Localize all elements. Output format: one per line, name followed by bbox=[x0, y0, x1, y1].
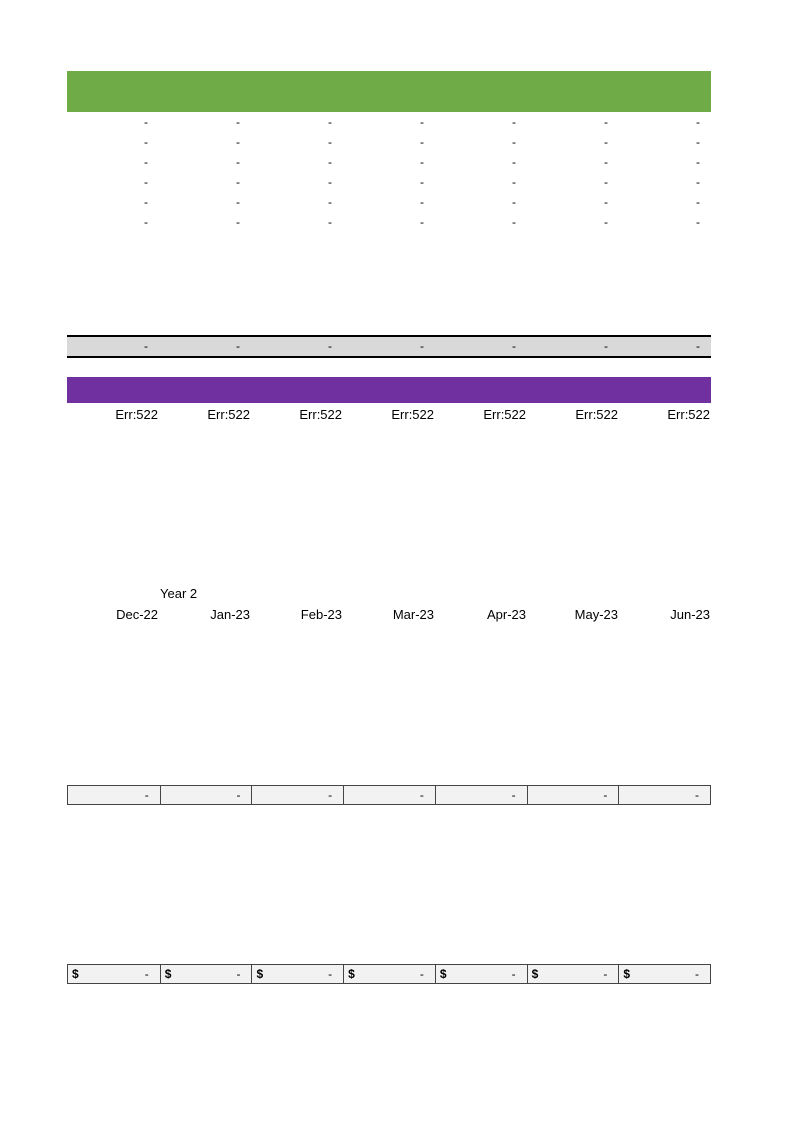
expense-cell: - bbox=[328, 115, 332, 129]
green-section-header bbox=[67, 71, 711, 112]
expense-cell: - bbox=[328, 135, 332, 149]
cell-value: - bbox=[236, 967, 241, 981]
cell-value: - bbox=[419, 788, 424, 802]
expense-cell: - bbox=[236, 115, 240, 129]
cell-value: - bbox=[695, 967, 700, 981]
cell-value: - bbox=[603, 788, 608, 802]
expense-cell: - bbox=[420, 175, 424, 189]
total-cell: - bbox=[420, 339, 424, 353]
cell-value: - bbox=[419, 967, 424, 981]
expense-cell: - bbox=[236, 195, 240, 209]
cell-value: - bbox=[144, 788, 149, 802]
currency-cell[interactable] bbox=[68, 965, 160, 983]
expense-cell: - bbox=[696, 155, 700, 169]
expense-cell: - bbox=[512, 135, 516, 149]
currency-symbol: $ bbox=[531, 967, 539, 981]
currency-cell[interactable] bbox=[527, 965, 619, 983]
month-header-row bbox=[67, 605, 711, 625]
cell-value: - bbox=[511, 788, 516, 802]
expense-cell: - bbox=[144, 175, 148, 189]
expense-row bbox=[67, 212, 711, 232]
expense-cell: - bbox=[236, 175, 240, 189]
expense-cell: - bbox=[144, 115, 148, 129]
currency-row bbox=[67, 964, 711, 984]
bordered-cell[interactable] bbox=[160, 786, 252, 804]
cell-value: - bbox=[236, 788, 241, 802]
cell-value: - bbox=[695, 788, 700, 802]
expense-cell: - bbox=[420, 135, 424, 149]
expense-cell: - bbox=[236, 155, 240, 169]
error-cell: Err:522 bbox=[575, 407, 618, 422]
expense-cell: - bbox=[696, 195, 700, 209]
error-row bbox=[67, 405, 711, 425]
month-header: Dec-22 bbox=[116, 607, 158, 622]
month-header: Jan-23 bbox=[210, 607, 250, 622]
currency-cell[interactable] bbox=[435, 965, 527, 983]
expense-cell: - bbox=[512, 155, 516, 169]
error-cell: Err:522 bbox=[207, 407, 250, 422]
bordered-cell[interactable] bbox=[527, 786, 619, 804]
expense-cell: - bbox=[328, 175, 332, 189]
expense-cell: - bbox=[696, 115, 700, 129]
currency-symbol: $ bbox=[348, 967, 355, 981]
expense-cell: - bbox=[604, 195, 608, 209]
currency-symbol: $ bbox=[439, 967, 447, 981]
expense-cell: - bbox=[512, 195, 516, 209]
expense-row bbox=[67, 172, 711, 192]
error-cell: Err:522 bbox=[483, 407, 526, 422]
expense-cell: - bbox=[144, 135, 148, 149]
expense-cell: - bbox=[604, 135, 608, 149]
expense-cell: - bbox=[604, 175, 608, 189]
expense-row bbox=[67, 152, 711, 172]
expense-cell: - bbox=[144, 155, 148, 169]
error-cell: Err:522 bbox=[667, 407, 710, 422]
error-cell: Err:522 bbox=[391, 407, 434, 422]
expense-cell: - bbox=[328, 155, 332, 169]
cell-value: - bbox=[328, 967, 333, 981]
currency-symbol: $ bbox=[72, 967, 79, 981]
total-row bbox=[67, 335, 711, 358]
total-cell: - bbox=[144, 339, 148, 353]
bordered-cell[interactable] bbox=[435, 786, 527, 804]
expense-cell: - bbox=[512, 175, 516, 189]
currency-cell[interactable] bbox=[618, 965, 710, 983]
expense-row bbox=[67, 132, 711, 152]
purple-section-header bbox=[67, 377, 711, 403]
currency-cell[interactable] bbox=[160, 965, 252, 983]
expense-cell: - bbox=[236, 215, 240, 229]
currency-cell[interactable] bbox=[251, 965, 343, 983]
expense-cell: - bbox=[696, 215, 700, 229]
error-cell: Err:522 bbox=[299, 407, 342, 422]
currency-symbol: $ bbox=[256, 967, 264, 981]
cell-value: - bbox=[328, 788, 333, 802]
currency-symbol: $ bbox=[623, 967, 630, 981]
expense-cell: - bbox=[144, 215, 148, 229]
expense-cell: - bbox=[512, 115, 516, 129]
bordered-cell[interactable] bbox=[618, 786, 710, 804]
expense-cell: - bbox=[328, 195, 332, 209]
month-header: Jun-23 bbox=[670, 607, 710, 622]
expense-cell: - bbox=[328, 215, 332, 229]
month-header: May-23 bbox=[574, 607, 618, 622]
expense-cell: - bbox=[420, 115, 424, 129]
expense-cell: - bbox=[420, 195, 424, 209]
cell-value: - bbox=[144, 967, 149, 981]
total-cell: - bbox=[236, 339, 240, 353]
total-cell: - bbox=[328, 339, 332, 353]
expense-cell: - bbox=[420, 215, 424, 229]
expense-cell: - bbox=[604, 155, 608, 169]
cell-value: - bbox=[603, 967, 608, 981]
bordered-cell[interactable] bbox=[68, 786, 160, 804]
total-cell: - bbox=[604, 339, 608, 353]
expense-cell: - bbox=[420, 155, 424, 169]
expense-cell: - bbox=[604, 115, 608, 129]
month-header: Mar-23 bbox=[392, 607, 434, 622]
expense-row bbox=[67, 112, 711, 132]
bordered-value-row bbox=[67, 785, 711, 805]
currency-cell[interactable] bbox=[343, 965, 435, 983]
bordered-cell[interactable] bbox=[343, 786, 435, 804]
error-cell: Err:522 bbox=[115, 407, 158, 422]
expense-cell: - bbox=[144, 195, 148, 209]
month-header: Apr-23 bbox=[486, 607, 526, 622]
expense-row bbox=[67, 192, 711, 212]
year-label: Year 2 bbox=[160, 586, 198, 601]
total-cell: - bbox=[696, 339, 700, 353]
expense-cell: - bbox=[512, 215, 516, 229]
currency-symbol: $ bbox=[164, 967, 172, 981]
expense-cell: - bbox=[696, 175, 700, 189]
cell-value: - bbox=[511, 967, 516, 981]
expense-cell: - bbox=[696, 135, 700, 149]
total-cell: - bbox=[512, 339, 516, 353]
month-header: Feb-23 bbox=[300, 607, 342, 622]
expense-cell: - bbox=[236, 135, 240, 149]
expense-cell: - bbox=[604, 215, 608, 229]
bordered-cell[interactable] bbox=[251, 786, 343, 804]
